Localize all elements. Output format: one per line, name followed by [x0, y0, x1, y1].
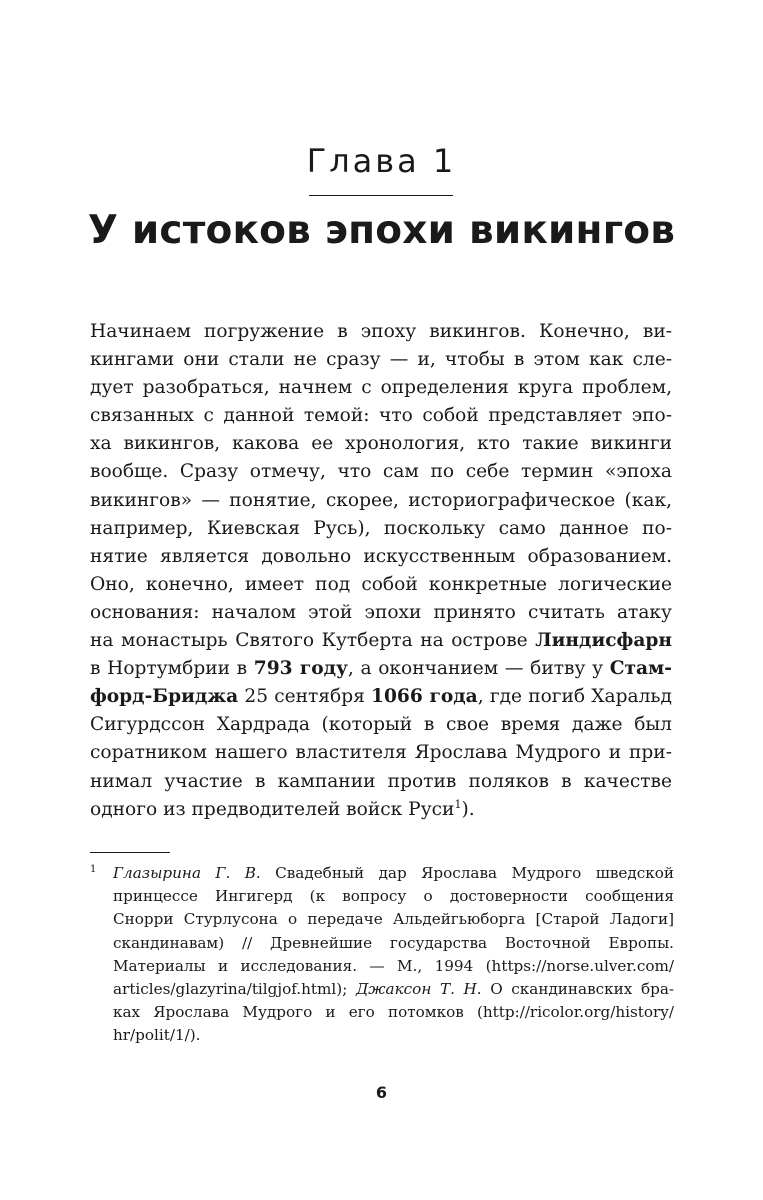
footnote-author: Глазырина Г. В.	[113, 864, 261, 882]
text-segment: Свадебный дар Ярослава Мудрого шведской	[260, 864, 674, 882]
text-segment: , где погиб Харальд	[477, 686, 672, 708]
text-segment: на монастырь Святого Кутберта на острове	[90, 630, 528, 652]
text-line	[90, 796, 672, 824]
bold-term-stamford-2: форд-Бриджа	[90, 686, 239, 708]
footnote-line: Снорри Стурлусона о передаче Альдейгьюборга [Старой Ладоги]	[113, 910, 674, 929]
text-line: кингами они стали не сразу — и, чтобы в этом как сле-	[90, 349, 672, 371]
text-line: нятие является довольно искусственным образованием.	[90, 545, 672, 567]
text-line: связанных с данной темой: что собой представляет эпо-	[90, 405, 672, 427]
text-line: ха викингов, какова ее хронология, кто такие викинги	[90, 433, 672, 455]
text-segment: О скандинавских бра-	[481, 979, 675, 998]
text-line	[90, 655, 672, 683]
chapter-divider	[309, 195, 453, 196]
text-line: Начинаем погружение в эпоху викингов. Конечно, ви-	[90, 321, 672, 342]
chapter-label: Глава 1	[306, 142, 457, 180]
text-line: соратником нашего властителя Ярослава Мудрого и при-	[90, 742, 672, 764]
footnote-line: скандинавам) // Древнейшие государства Восточной Европы.	[113, 933, 674, 952]
footnote-divider	[90, 852, 170, 853]
text-line: основания: началом этой эпохи принято считать атаку	[90, 601, 672, 623]
footnote-mark: 1	[90, 864, 97, 875]
footnote-author: Джаксон Т. Н.	[355, 979, 482, 998]
footnote-reference[interactable]: 1	[454, 797, 462, 811]
text-segment: в Нортумбрии в	[90, 658, 248, 680]
text-segment: ).	[461, 798, 475, 820]
footnote-line	[113, 862, 674, 885]
bold-date-793: 793 году	[253, 658, 348, 680]
bold-date-1066: 1066 года	[371, 686, 478, 708]
chapter-title: У истоков эпохи викингов	[87, 208, 676, 253]
text-line	[90, 683, 672, 711]
text-line: Оно, конечно, имеет под собой конкретные логические	[90, 573, 672, 595]
footnote-line: Материалы и исследования. — М., 1994 (https://norse.ulver.com/	[113, 956, 674, 975]
footnote	[90, 862, 674, 1048]
text-line: нимал участие в кампании против поляков в качестве	[90, 770, 672, 792]
text-line: вообще. Сразу отмечу, что сам по себе термин «эпоха	[90, 461, 672, 483]
page-number: 6	[375, 1083, 388, 1102]
footnote-line: ках Ярослава Мудрого и его потомков (http://ricolor.org/history/	[113, 1003, 674, 1022]
text-segment: 25 сентября	[244, 686, 365, 708]
bold-term-stamford-1: Стам-	[609, 658, 672, 680]
text-line: Сигурдссон Хардрада (который в свое время даже был	[90, 714, 672, 736]
text-segment: , а окончанием — битву у	[347, 658, 604, 680]
text-line	[90, 627, 672, 655]
text-line: викингов» — понятие, скорее, историографическое (как,	[90, 489, 672, 511]
footnote-line: hr/polit/1/).	[113, 1026, 201, 1045]
text-line: например, Киевская Русь), поскольку само данное по-	[90, 517, 672, 539]
footnote-line: принцессе Ингигерд (к вопросу о достоверности сообщения	[113, 887, 674, 906]
bold-term-lindisfarne: Линдисфарн	[535, 630, 672, 652]
text-line: дует разобраться, начнем с определения круга проблем,	[90, 377, 672, 399]
body-paragraph	[90, 318, 672, 824]
footnote-line	[113, 978, 674, 1001]
text-segment: одного из предводителей войск Руси	[90, 798, 455, 820]
text-segment: articles/glazyrina/tilgjof.html);	[113, 979, 356, 998]
